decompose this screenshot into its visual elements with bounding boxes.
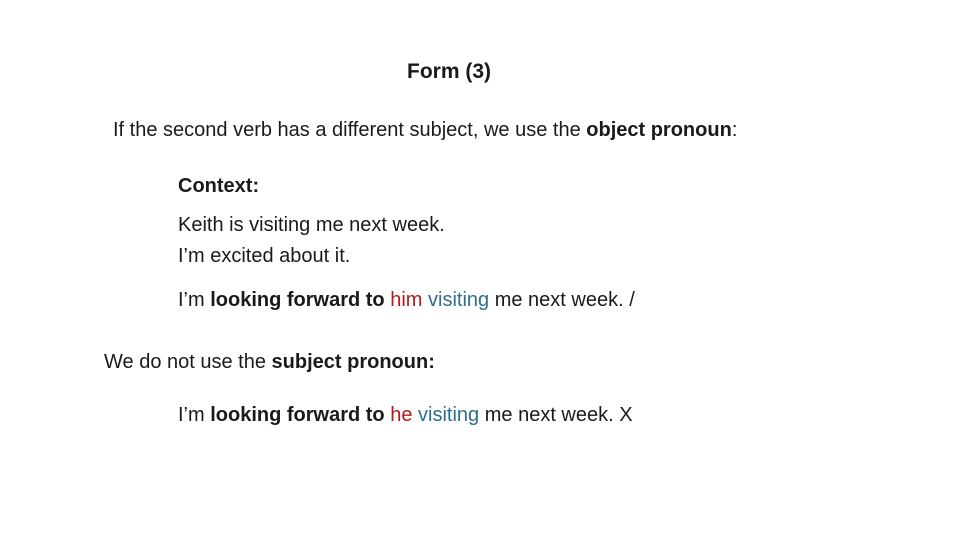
context-line-1: Keith is visiting me next week. xyxy=(178,214,445,236)
context-label: Context: xyxy=(178,175,260,197)
slide-title: Form (3) xyxy=(407,60,491,83)
intro-text: If the second verb has a different subject, we use the xyxy=(113,119,587,141)
example-verb: visiting xyxy=(428,289,490,311)
intro-end: : xyxy=(731,119,738,141)
example-verb: visiting xyxy=(418,404,480,426)
context-line-2: I’m excited about it. xyxy=(178,245,351,267)
intro-sentence xyxy=(113,118,737,142)
subject-pronoun-term: subject pronoun: xyxy=(271,351,435,373)
example-rest: me next week. X xyxy=(479,404,633,426)
example-pronoun: he xyxy=(390,404,413,426)
correct-example xyxy=(178,288,635,312)
subject-pronoun-note xyxy=(104,350,435,374)
incorrect-example xyxy=(178,403,633,427)
object-pronoun-term: object pronoun xyxy=(586,119,732,141)
example-phrase: looking forward to xyxy=(210,404,385,426)
example-start: I’m xyxy=(178,289,211,311)
example-start: I’m xyxy=(178,404,211,426)
example-rest: me next week. / xyxy=(489,289,635,311)
note-text: We do not use the xyxy=(104,351,272,373)
example-phrase: looking forward to xyxy=(210,289,385,311)
example-pronoun: him xyxy=(390,289,423,311)
